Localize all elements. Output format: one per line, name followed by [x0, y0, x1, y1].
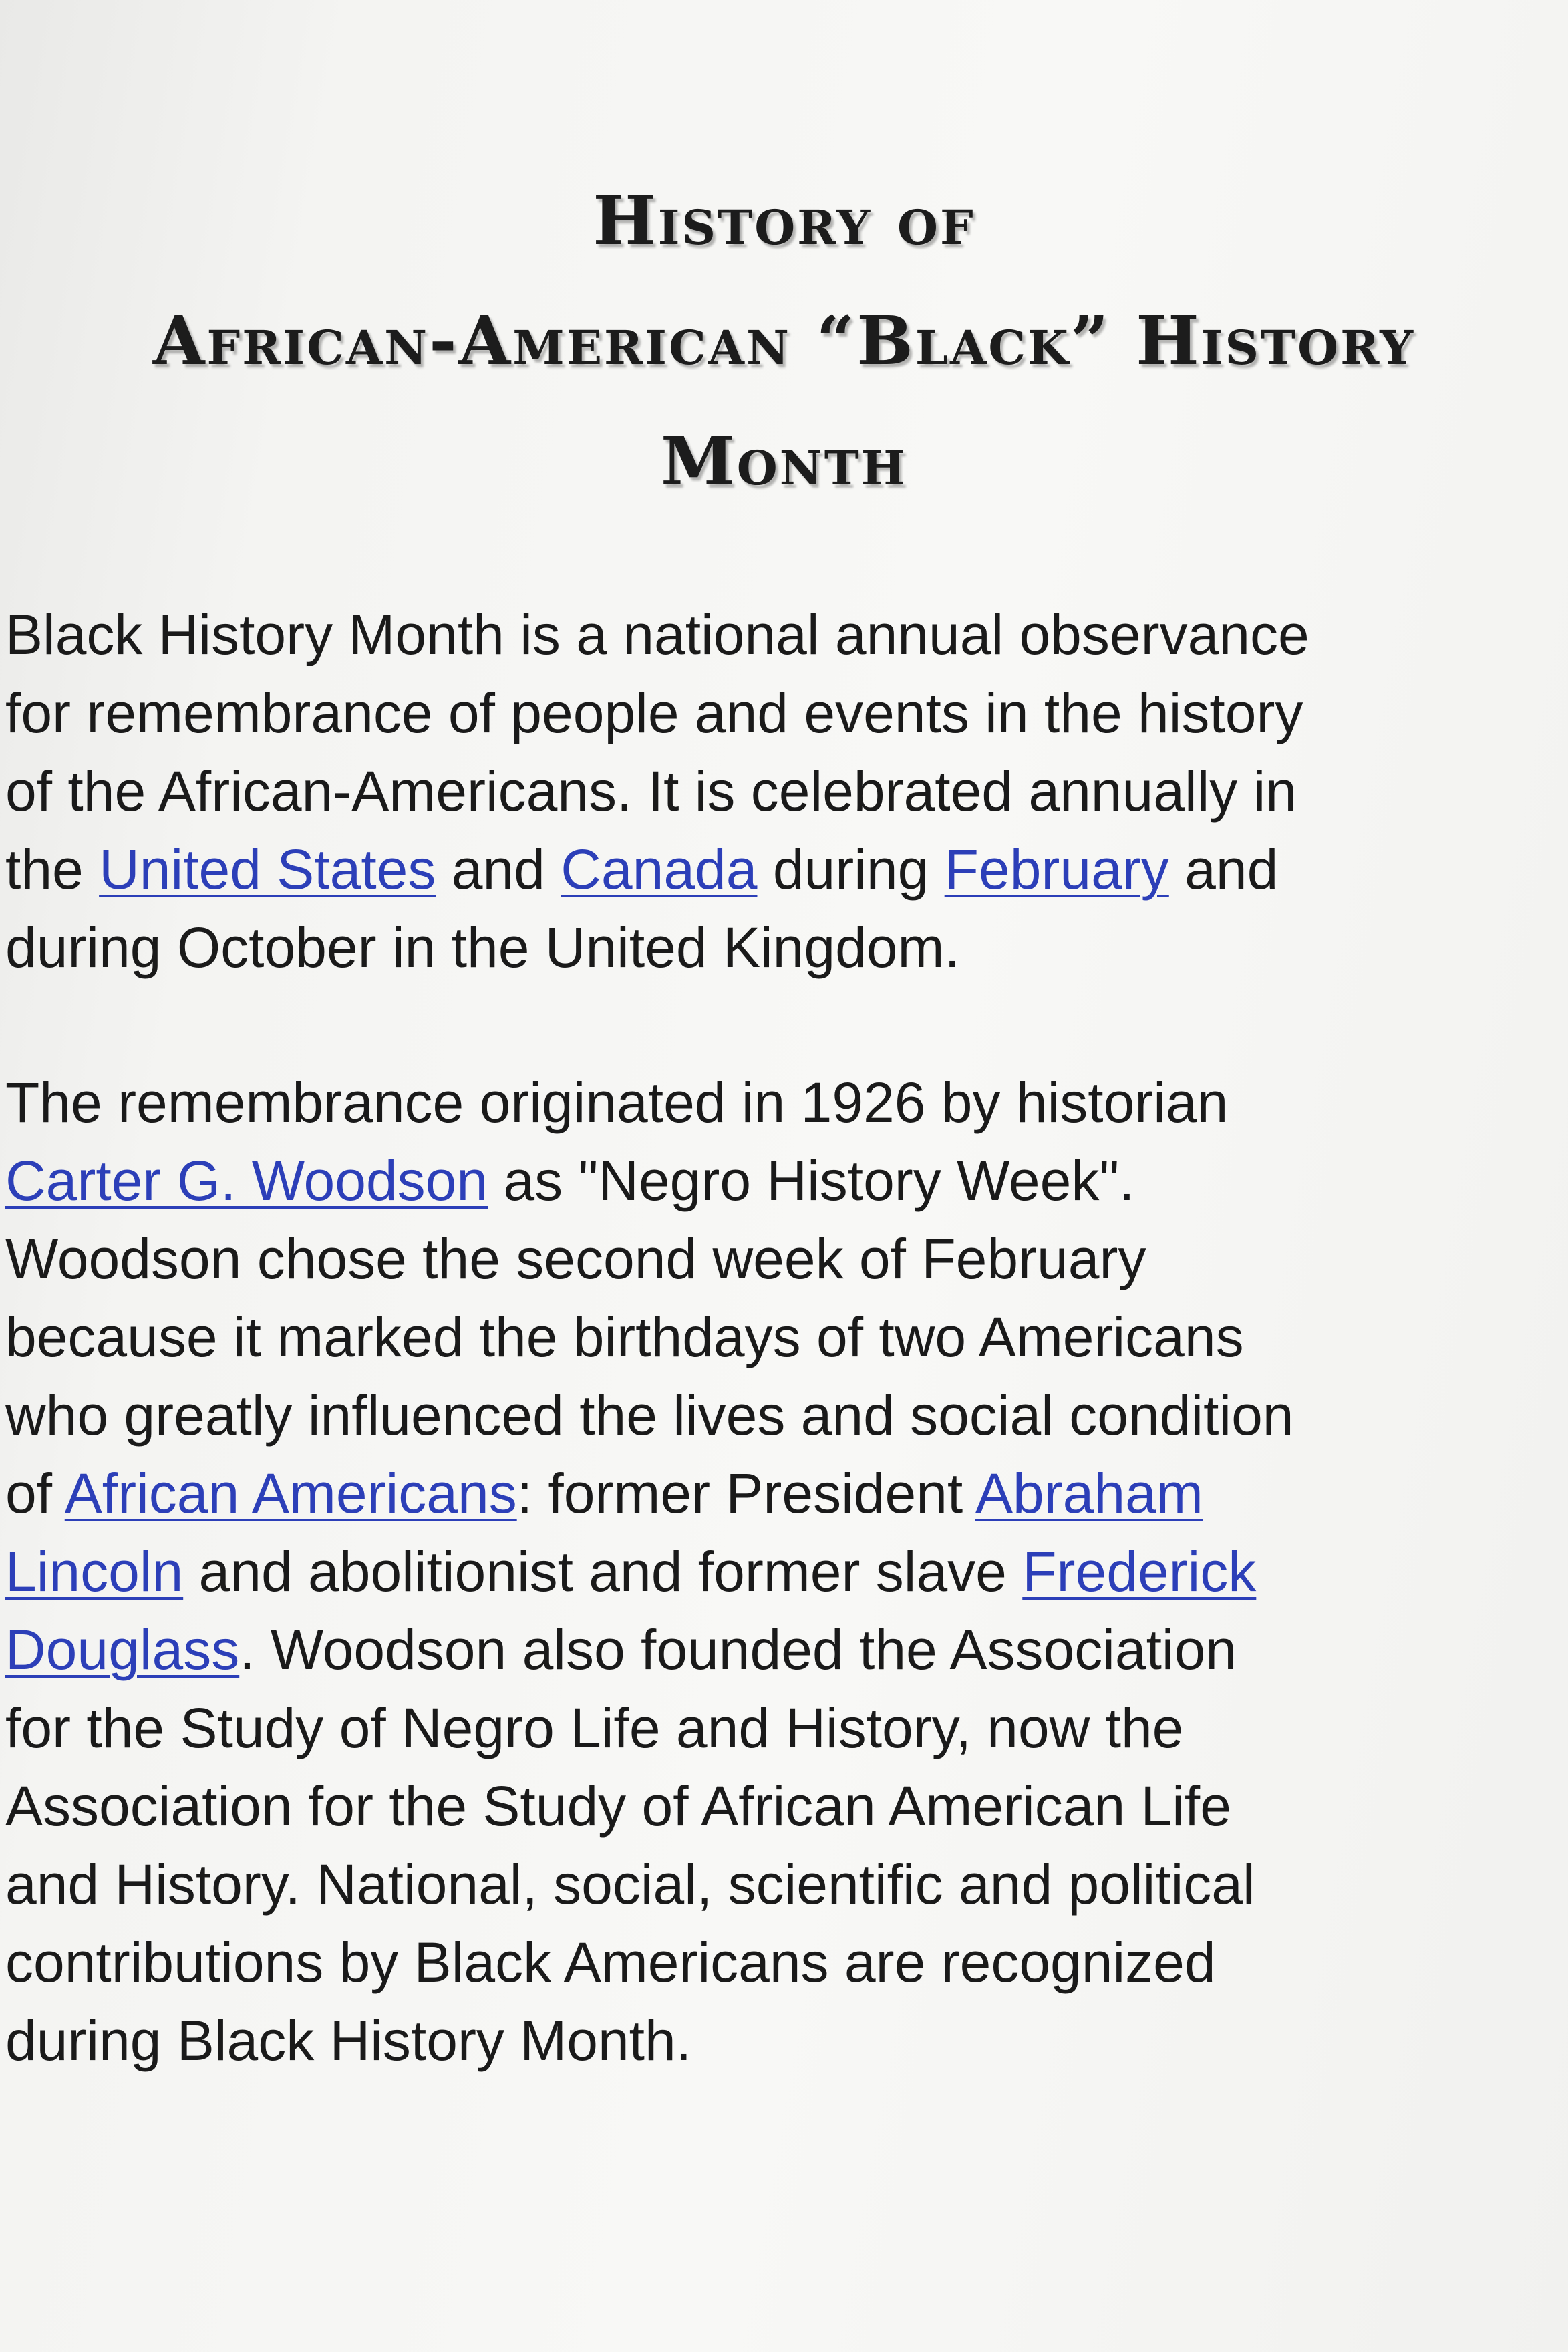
title-line-2: African-American “Black” History	[152, 301, 1416, 380]
text-line: during Black History Month.	[5, 2009, 692, 2072]
text-fragment: and	[1168, 838, 1279, 901]
link-abraham-lincoln-cont[interactable]: Lincoln	[5, 1540, 184, 1603]
text-fragment: . Woodson also founded the Association	[239, 1618, 1237, 1681]
text-line: of the African-Americans. It is celebrated annually in	[5, 760, 1297, 823]
text-line: for the Study of Negro Life and History, now the	[5, 1697, 1184, 1759]
text-line: contributions by Black Americans are recognized	[5, 1931, 1216, 1994]
text-fragment: the	[5, 838, 100, 901]
text-line: Black History Month is a national annual observance	[5, 603, 1309, 666]
text-line: because it marked the birthdays of two Americans	[5, 1306, 1244, 1368]
text-line	[5, 1611, 1562, 1689]
link-frederick-douglass[interactable]: Frederick	[1022, 1540, 1257, 1603]
title-line-3: Month	[661, 422, 907, 500]
text-line: who greatly influenced the lives and social condition	[5, 1384, 1294, 1447]
text-line: Woodson chose the second week of February	[5, 1227, 1146, 1290]
link-african-americans[interactable]: African Americans	[64, 1462, 517, 1525]
text-fragment: : former President	[516, 1462, 975, 1525]
text-line: and History. National, social, scientific and political	[5, 1853, 1255, 1916]
text-line	[5, 831, 1562, 909]
text-fragment: and abolitionist and former slave	[183, 1540, 1023, 1603]
link-canada[interactable]: Canada	[561, 838, 758, 901]
link-frederick-douglass-cont[interactable]: Douglass	[5, 1618, 240, 1681]
text-line: for remembrance of people and events in the history	[5, 682, 1303, 744]
paragraph-origin	[5, 1064, 1562, 2080]
text-fragment: during	[757, 838, 945, 901]
text-line: The remembrance originated in 1926 by historian	[5, 1071, 1229, 1134]
text-line	[5, 1455, 1562, 1533]
title-line-1: History of	[593, 181, 975, 260]
text-fragment: of	[5, 1462, 65, 1525]
text-line	[5, 1142, 1562, 1220]
text-line: during October in the United Kingdom.	[5, 916, 960, 979]
link-abraham-lincoln[interactable]: Abraham	[975, 1462, 1203, 1525]
paragraph-intro	[5, 596, 1562, 987]
link-carter-g-woodson[interactable]: Carter G. Woodson	[5, 1149, 488, 1212]
link-united-states[interactable]: United States	[99, 838, 436, 901]
text-fragment: and	[436, 838, 561, 901]
link-february[interactable]: February	[944, 838, 1169, 901]
text-line: Association for the Study of African American Life	[5, 1775, 1231, 1838]
text-fragment: as "Negro History Week".	[488, 1149, 1135, 1212]
text-line	[5, 1533, 1562, 1611]
page-title	[0, 160, 1568, 521]
